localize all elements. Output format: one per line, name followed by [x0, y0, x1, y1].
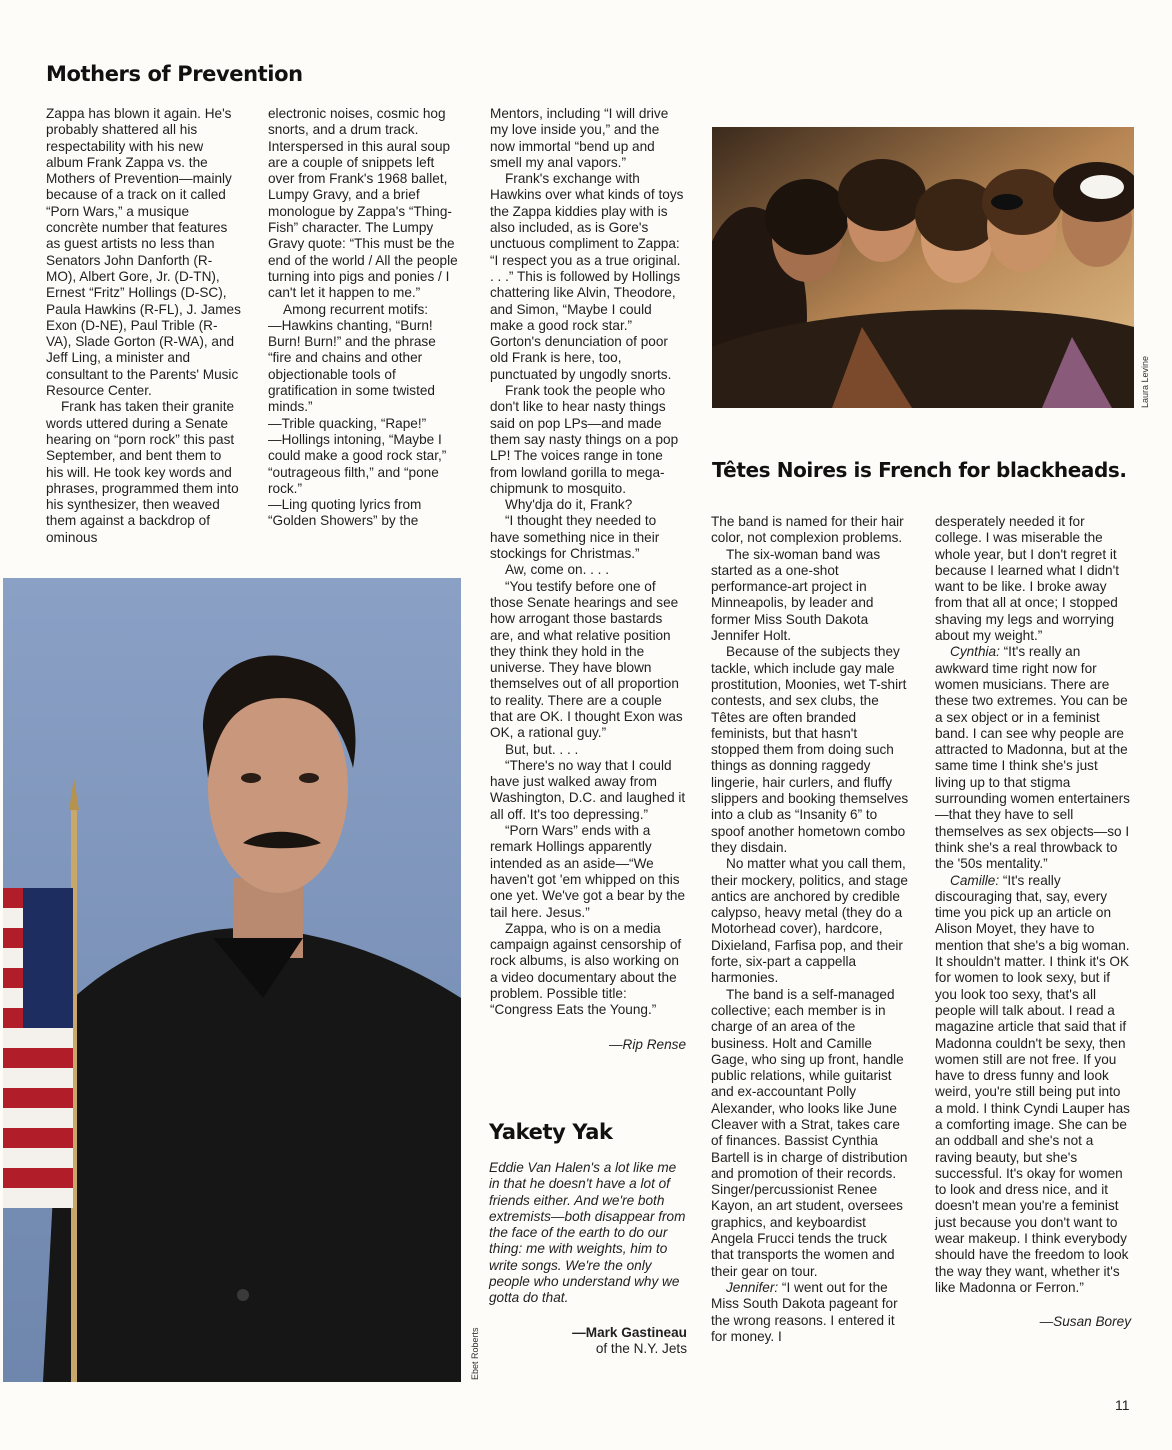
zappa-column-3 — [490, 106, 686, 1053]
paragraph: “Porn Wars” ends with a remark Hollings apparently intended as an aside—“We haven't got 'em whipped on this one yet. We've got a bear by the tail here. Jesus.” — [490, 823, 686, 920]
paragraph: Zappa has blown it again. He's probably shattered all his respectability with his new album Frank Zappa vs. the Mothers of Prevention—mainly because of a track on it called “Porn Wars,” a musique concrète number that features as guest artists no less than Senators John Danforth (R-MO), Albert Gore, Jr. (D-TN), Ernest “Fritz” Hollings (D-SC), Paula Hawkins (R-FL), J. James Exon (D-NE), Paul Trible (R-VA), Slade Gorton (R-WA), and Jeff Ling, a minister and consultant to the Parents' Music Resource Center. — [46, 106, 241, 399]
paragraph: —Trible quacking, “Rape!” — [268, 415, 427, 431]
paragraph: The band is a self-managed collective; each member is in charge of an area of the business. Holt and Camille Gage, who sing up front, handle public relations, while guitarist and ex-accountant Polly Alexander, who looks like June Cleaver with a Strat, takes care of finances. Bassist Cynthia Bartell is in charge of distribution and promotion of their records. Singer/percussionist Renee Kayon, an art student, oversees graphics, and keyboardist Angela Frucci tends the truck that transports the women and their gear on tour. — [711, 986, 908, 1279]
paragraph: Frank's exchange with Hawkins over what kinds of toys the Zappa kiddies play with is also included, as is Gore's unctuous compliment to Zappa: “I respect you as a true original. . . .” This is followed by Hollings chattering like Alvin, Theodore, and Simon, “Maybe I could make a good rock star.” Gorton's denunciation of poor old Frank is here, too, punctuated by ungodly snorts. — [490, 171, 684, 382]
paragraph: Mentors, including “I will drive my love inside you,” and the now immortal “bend up and smell my anal vapors.” — [490, 106, 669, 170]
paragraph: Because of the subjects they tackle, which include gay male prostitution, Moonies, wet T-shirt contests, and sex clubs, the Têtes are often branded feminists, but that hasn't stopped them from doing such things as donning raggedy lingerie, hair curlers, and fluffy slippers and booking themselves into a club as “Insanity 6” to spoof another hometown combo they disdain. — [711, 644, 909, 855]
speaker-name: Jennifer: — [726, 1279, 779, 1295]
speaker-name: Cynthia: — [950, 644, 1000, 660]
yak-attribution-name: —Mark Gastineau — [572, 1324, 687, 1340]
paragraph — [935, 644, 1131, 872]
zappa-headline: Mothers of Prevention — [46, 62, 303, 86]
paragraph: Among recurrent motifs: — [283, 301, 429, 317]
zappa-photo-credit: Ebet Roberts — [470, 1327, 480, 1380]
zappa-column-1 — [46, 106, 242, 546]
paragraph — [711, 1280, 909, 1345]
page-number: 11 — [1115, 1397, 1130, 1413]
tetes-column-2 — [935, 514, 1131, 1331]
tetes-noires-photo — [712, 127, 1134, 408]
paragraph: “I thought they needed to have something nice in their stockings for Christmas.” — [490, 513, 660, 562]
zappa-column-2 — [268, 106, 460, 530]
paragraph: Zappa, who is on a media campaign against censorship of rock albums, is also working on a video documentary about the problem. Possible title: “Congress Eats the Young.” — [490, 920, 682, 1018]
tetes-column-1 — [711, 514, 909, 1345]
paragraph: desperately needed it for college. I was miserable the whole year, but I don't regret it because I learned what I didn't want to be like. I broke away from that all at once; I stopped shaving my legs and worrying about my weight.” — [935, 514, 1119, 644]
zappa-byline: —Rip Rense — [608, 1036, 686, 1052]
paragraph: No matter what you call them, their mockery, politics, and stage antics are anchored by credible calypso, heavy metal (they do a Motorhead cover), hardcore, Dixieland, Farfisa pop, and their forte, six-part a cappella harmonies. — [711, 856, 908, 986]
paragraph: The six-woman band was started as a one-shot performance-art project in Minneapolis, by leader and former Miss South Dakota Jennifer Holt. — [711, 546, 881, 644]
paragraph: —Hawkins chanting, “Burn! Burn! Burn!” and the phrase “fire and chains and other objectionable tools of gratification in some twisted minds.” — [268, 317, 436, 415]
paragraph: Frank took the people who don't like to hear nasty things said on pop LPs—and made them say nasty things on a pop LP! The voices range in tone from lowland gorilla to mega-chipmunk to mosquito. — [490, 383, 679, 496]
yak-quote: Eddie Van Halen's a lot like me in that he doesn't have a lot of friends either. And we're both extremists—both disappear from the face of the earth to do our thing: me with weights, him to write songs. We're the only people who understand why we gotta do that. — [489, 1160, 686, 1306]
paragraph — [935, 873, 1131, 1297]
paragraph: The band is named for their hair color, not complexion problems. — [711, 514, 904, 546]
yak-attribution-role: of the N.Y. Jets — [595, 1340, 687, 1356]
american-flag-icon — [3, 778, 143, 1382]
tetes-byline: —Susan Borey — [1039, 1314, 1131, 1330]
tetes-photo-credit: Laura Levine — [1140, 355, 1150, 408]
speaker-quote: “I went out for the Miss South Dakota pageant for the wrong reasons. I entered it for money. I — [711, 1279, 898, 1344]
paragraph: “There's no way that I could have just walked away from Washington, D.C. and laughed it all off. It's too depressing.” — [490, 757, 686, 822]
speaker-name: Camille: — [950, 872, 1000, 888]
tetes-headline: Têtes Noires is French for blackheads. — [712, 458, 1127, 482]
paragraph: electronic noises, cosmic hog snorts, and a drum track. Interspersed in this aural soup are a couple of snippets left over from Frank's 1968 ballet, Lumpy Gravy, and a brief monologue by Zappa's “Thing-Fish” character. The Lumpy Gravy quote: “This must be the end of the world / All the people turning into pigs and ponies / I can't let it happen to me.” — [268, 106, 458, 301]
paragraph: Aw, come on. . . . — [505, 562, 610, 578]
band-group-portrait-icon — [712, 127, 1134, 408]
paragraph: —Ling quoting lyrics from “Golden Showers” by the — [268, 497, 422, 529]
speaker-quote: “It's really an awkward time right now for women musicians. There are these two extremes. You can be a sex object or in a feminist band. I can see why people are attracted to Madonna, but at the same time I think she's just living up to that stigma surrounding women entertainers—that they have to sell themselves as sex objects—so I think she's a real throwback to the '50s mentality.” — [935, 644, 1130, 872]
yak-headline: Yakety Yak — [489, 1120, 613, 1144]
paragraph: —Hollings intoning, “Maybe I could make a good rock star,” “outrageous filth,” and “pone rock.” — [268, 431, 447, 496]
paragraph: But, but. . . . — [505, 741, 579, 757]
zappa-photo — [3, 578, 461, 1382]
paragraph: Frank has taken their granite words uttered during a Senate hearing on “porn rock” this past September, and bent them to his will. He took key words and phrases, programmed them into his synthesizer, then weaved them against a backdrop of ominous — [46, 399, 239, 545]
yak-quote-block — [489, 1160, 687, 1357]
paragraph: Why'dja do it, Frank? — [505, 497, 633, 513]
speaker-quote: “It's really discouraging that, say, every time you pick up an article on Alison Moyet, they have to mention that she's a big woman. It shouldn't matter. I think it's OK for women to look sexy, but if you look too sexy, that's all people will talk about. I read a magazine article that said that if Madonna couldn't be sexy, then women still are not free. If you have to dress funny and look weird, you're still being put into a mold. I think Cyndi Lauper has a comforting image. She can be an oddball and she's not a raving beauty, but she's successful. It's okay for women to look and dress nice, and it doesn't mean you're a feminist just because you don't want to wear makeup. I think everybody should have the freedom to look the way they want, whether it's like Madonna or Ferron.” — [935, 872, 1130, 1295]
paragraph: “You testify before one of those Senate hearings and see how arrogant those bastards are, and what relative position they think they hold in the universe. They have blown themselves out of all proportion to reality. There are a couple that are OK. I thought Exon was OK, a rational guy.” — [490, 578, 683, 741]
